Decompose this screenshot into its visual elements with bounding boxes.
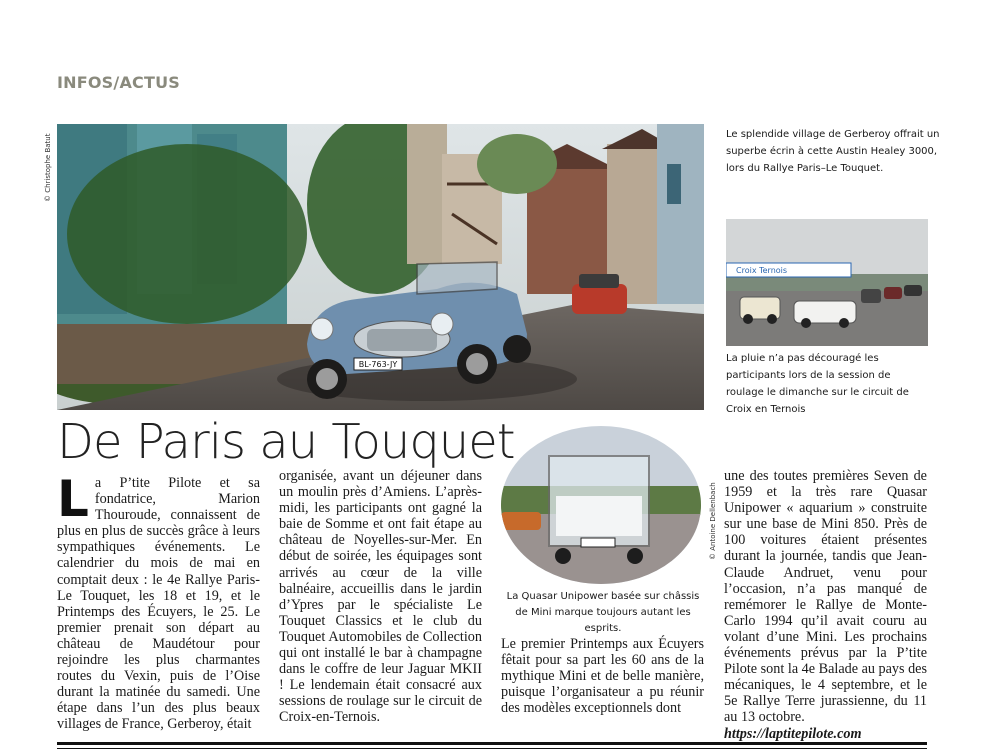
main-photo-credit: © Christophe Batut	[44, 133, 52, 202]
main-photo	[57, 124, 704, 410]
article-column-4	[724, 468, 927, 742]
circuit-sign-text: Croix Ternois	[736, 266, 788, 275]
article-column-2: organisée, avant un déjeuner dans un moulin près d’Amiens. L’après-midi, les participants ont gagné la baie de Somme et ont fait étape au château de Noyelles-sur-Mer. En début de soirée, les équipages sont arrivés au cœur de la ville balnéaire, accueillis dans le jardin d’Ypres par le spécialiste Le Touquet Classics et le club du Touquet Automobiles de Collection qui ont installé le bar à champagne dans le coffre de leur Jaguar MKII ! Le lendemain était consacré aux sessions de roulage sur le circuit de Croix-en-Ternois.	[279, 468, 482, 726]
side-photo-caption: La pluie n’a pas découragé les participants lors de la session de roulage le dimanche sur le circuit de Croix en Ternois	[726, 353, 909, 415]
drop-cap: L	[57, 470, 89, 528]
round-photo-caption: La Quasar Unipower basée sur châssis de Mini marque toujours autant les esprits.	[506, 591, 700, 634]
section-label: INFOS/ACTUS	[57, 73, 180, 92]
footer-rule-thin	[57, 748, 927, 749]
footer-rule-thick	[57, 742, 927, 745]
article-title: De Paris au Touquet	[57, 414, 515, 470]
website-link[interactable]: https://laptitepilote.com	[724, 725, 862, 742]
article-column-3: Le premier Printemps aux Écuyers fêtait pour sa part les 60 ans de la mythique Mini et de belle manière, puisque l’organisateur a pu réunir des modèles exceptionnels dont	[501, 636, 704, 717]
side-photo	[726, 219, 928, 346]
round-photo-credit: © Antoine Dellenbach	[709, 482, 717, 560]
main-photo-caption: Le splendide village de Gerberoy offrait un superbe écrin à cette Austin Healey 3000, lors du Rallye Paris–Le Touquet.	[726, 129, 940, 174]
column-1-text: a P’tite Pilote et sa fondatrice, Marion Thouroude, connaissent de plus en plus de succès grâce à leurs sympathiques événements. Le calendrier du mois de mai en comptait deux : le 4e Rallye Paris-Le Touquet, les 18 et 19, et le Printemps des Écuyers, le 25. Le premier prenait son départ au château de Maudétour pour rejoindre les plus charmantes routes du Vexin, puis de l’Oise durant la matinée du samedi. Une étape dans l’un des plus beaux villages de France, Gerberoy, était	[57, 475, 260, 733]
article-column-1	[57, 470, 260, 733]
plate-text: BL-763-JY	[358, 360, 398, 369]
column-4-text: une des toutes premières Seven de 1959 et la très rare Quasar Unipower « aquarium » construite sur une base de Mini 850. Près de 100 voitures étaient présentes durant la journée, tandis que Jean-Claude Andruet, venu pour l’occasion, n’a pas manqué de remémorer le Rallye de Monte-Carlo 1994 qu’il avait couru au volant d’une Mini. Les prochains événements prévus par la P’tite Pilote sont la 4e Balade au pays des mécaniques, le 4 septembre, et le 5e Rallye Terre jurassienne, du 11 au 13 octobre.	[724, 468, 927, 726]
round-photo	[501, 426, 701, 584]
